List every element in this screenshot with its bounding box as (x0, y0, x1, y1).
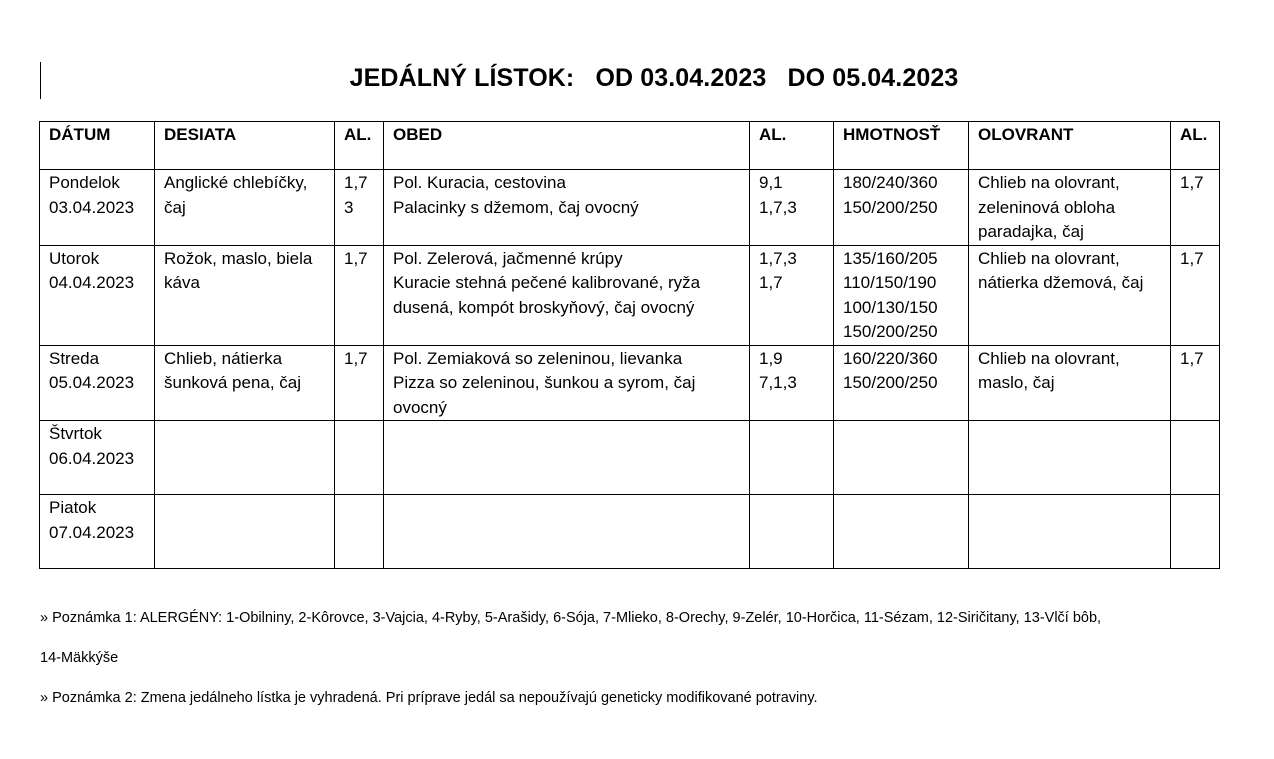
weight-value: 160/220/360 (843, 348, 938, 368)
cell-al-obed (750, 421, 834, 495)
desiata-text: Chlieb, nátierka šunková pena, čaj (164, 348, 302, 392)
table-row (40, 345, 1220, 421)
cell-desiata (155, 421, 335, 495)
al-value: 1,7,3 (759, 197, 797, 217)
cell-hmotnost (834, 345, 969, 421)
weight-value: 150/200/250 (843, 197, 938, 217)
obed-main: Kuracie stehná pečené kalibrované, ryža dusená, kompót broskyňový, čaj ovocný (393, 273, 701, 317)
header-datum: DÁTUM (40, 122, 155, 170)
day-name: Pondelok (49, 173, 120, 192)
al-value: 1,7 (1180, 348, 1204, 368)
header-al-desiata: AL. (335, 122, 384, 170)
header-obed: OBED (384, 122, 750, 170)
day-name: Piatok (49, 498, 97, 517)
weight-value: 180/240/360 (843, 173, 938, 192)
cell-obed (384, 245, 750, 345)
header-hmotnost: HMOTNOSŤ (834, 122, 969, 170)
table-row (40, 495, 1220, 569)
cell-al-obed (750, 170, 834, 246)
al-value: 1,7 (1180, 173, 1204, 192)
header-al-olovrant: AL. (1171, 122, 1220, 170)
olovrant-text: Chlieb na olovrant, maslo, čaj (978, 348, 1120, 392)
cell-obed (384, 345, 750, 421)
cell-al-olovrant (1171, 345, 1220, 421)
olovrant-text: Chlieb na olovrant, nátierka džemová, čaj (978, 248, 1144, 292)
cell-obed (384, 495, 750, 569)
cell-datum (40, 345, 155, 421)
cell-desiata (155, 245, 335, 345)
cell-al-desiata (335, 245, 384, 345)
header-row (40, 122, 1220, 170)
table-row (40, 170, 1220, 246)
header-desiata: DESIATA (155, 122, 335, 170)
note-allergens: » Poznámka 1: ALERGÉNY: 1-Obilniny, 2-Kôrovce, 3-Vajcia, 4-Ryby, 5-Arašidy, 6-Sója, 7-Mlieko, 8-Orechy, 9-Zelér, 10-Horčica, 11-Sézam, 12-Siričitany, 13-Vlčí bôb, (40, 610, 1102, 626)
cell-obed (384, 421, 750, 495)
weight-value: 135/160/205 (843, 248, 938, 268)
header-olovrant: OLOVRANT (969, 122, 1171, 170)
cell-hmotnost (834, 421, 969, 495)
obed-soup: Pol. Kuracia, cestovina (393, 173, 566, 192)
cell-datum (40, 245, 155, 345)
cell-al-desiata (335, 170, 384, 246)
day-name: Streda (49, 348, 100, 368)
al-value: 1,7 (1180, 248, 1204, 268)
weight-value: 110/150/190 (843, 273, 937, 292)
cell-hmotnost (834, 170, 969, 246)
cell-desiata (155, 345, 335, 421)
al-value: 9,1 (759, 173, 783, 192)
cell-desiata (155, 170, 335, 246)
weight-value: 150/200/250 (843, 322, 938, 341)
cell-al-olovrant (1171, 495, 1220, 569)
cell-al-olovrant (1171, 170, 1220, 246)
al-value: 1,7 (344, 348, 368, 368)
day-date: 04.04.2023 (49, 273, 135, 292)
olovrant-text: Chlieb na olovrant, zeleninová obloha paradajka, čaj (978, 173, 1120, 241)
cell-al-olovrant (1171, 245, 1220, 345)
al-value: 1,7 (344, 173, 368, 192)
obed-main: Pizza so zeleninou, šunkou a syrom, čaj ovocný (393, 373, 696, 417)
day-name: Utorok (49, 248, 100, 268)
table-row (40, 421, 1220, 495)
obed-soup: Pol. Zelerová, jačmenné krúpy (393, 248, 623, 268)
al-value: 7,1,3 (759, 373, 797, 392)
cell-al-desiata (335, 421, 384, 495)
cell-hmotnost (834, 495, 969, 569)
al-value: 3 (344, 197, 354, 217)
cell-al-desiata (335, 345, 384, 421)
day-name: Štvrtok (49, 424, 102, 443)
cell-al-obed (750, 345, 834, 421)
page-title: JEDÁLNÝ LÍSTOK: OD 03.04.2023 DO 05.04.2023 (349, 64, 959, 92)
cell-datum (40, 170, 155, 246)
weight-value: 150/200/250 (843, 373, 938, 392)
obed-main: Palacinky s džemom, čaj ovocný (393, 197, 639, 217)
cell-olovrant (969, 421, 1171, 495)
table-row (40, 245, 1220, 345)
cell-olovrant (969, 170, 1171, 246)
cell-hmotnost (834, 245, 969, 345)
cell-obed (384, 170, 750, 246)
day-date: 06.04.2023 (49, 448, 135, 468)
al-value: 1,7,3 (759, 248, 797, 268)
al-value: 1,7 (344, 248, 368, 268)
cell-al-obed (750, 245, 834, 345)
cell-olovrant (969, 245, 1171, 345)
al-value: 1,9 (759, 348, 783, 368)
al-value: 1,7 (759, 273, 783, 292)
menu-table (39, 121, 1220, 569)
cell-desiata (155, 495, 335, 569)
day-date: 07.04.2023 (49, 522, 135, 542)
desiata-text: Anglické chlebíčky, čaj (164, 173, 308, 217)
cell-olovrant (969, 345, 1171, 421)
cell-olovrant (969, 495, 1171, 569)
obed-soup: Pol. Zemiaková so zeleninou, lievanka (393, 348, 683, 368)
cell-datum (40, 421, 155, 495)
header-al-obed: AL. (750, 122, 834, 170)
cell-al-desiata (335, 495, 384, 569)
cell-al-olovrant (1171, 421, 1220, 495)
cell-datum (40, 495, 155, 569)
day-date: 03.04.2023 (49, 197, 135, 217)
note-allergens-continued: 14-Mäkkýše (40, 650, 119, 666)
cell-al-obed (750, 495, 834, 569)
note-menu-change: » Poznámka 2: Zmena jedálneho lístka je vyhradená. Pri príprave jedál sa nepoužívajú geneticky modifikované potraviny. (40, 690, 818, 706)
desiata-text: Rožok, maslo, biela káva (164, 248, 313, 292)
weight-value: 100/130/150 (843, 297, 938, 317)
day-date: 05.04.2023 (49, 373, 135, 392)
